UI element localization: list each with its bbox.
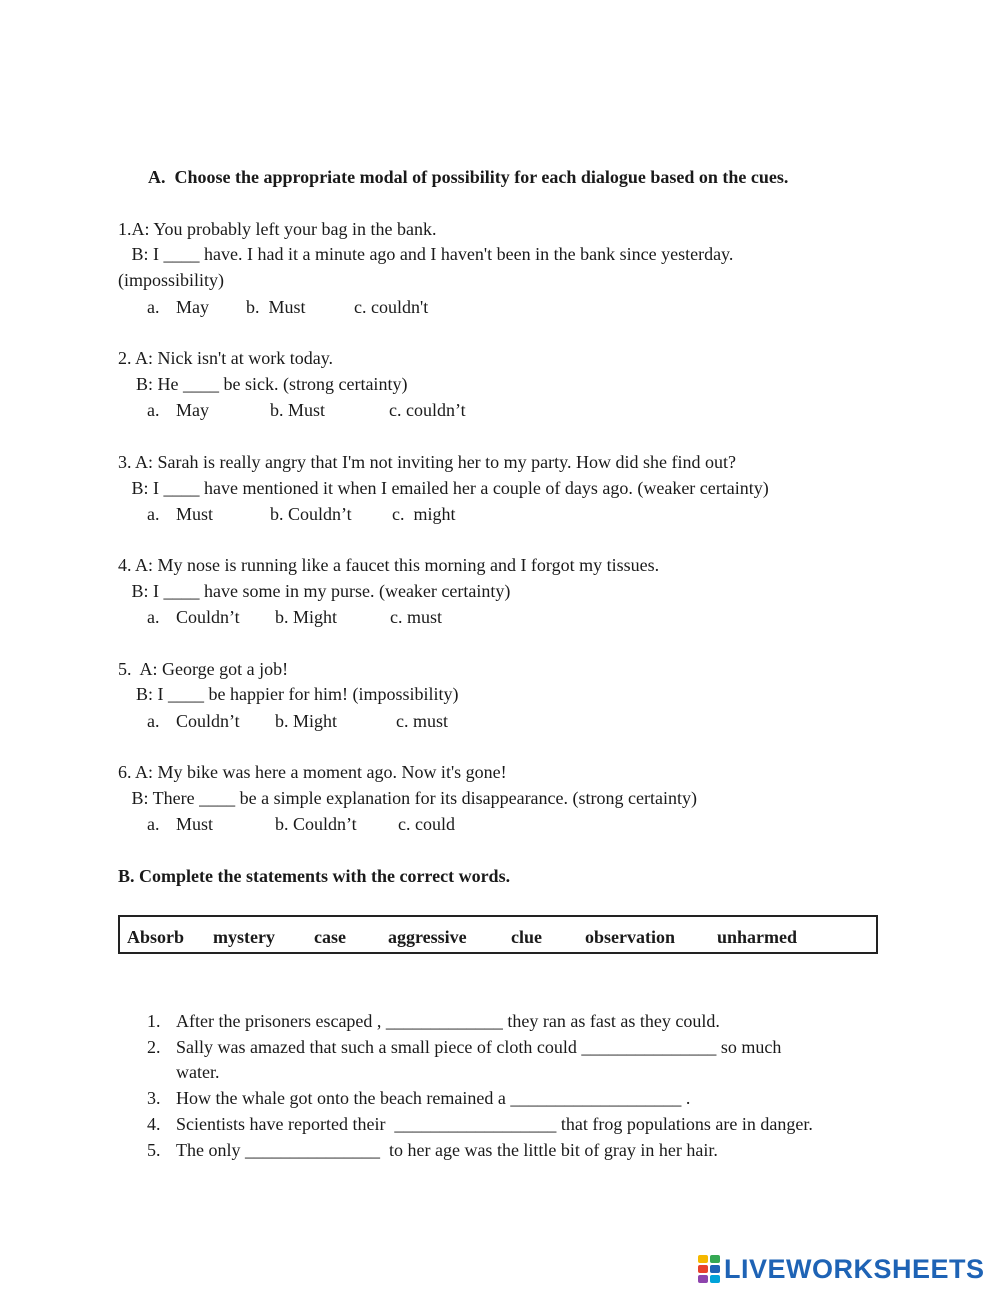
option-letter: a. xyxy=(147,814,160,834)
option-b[interactable]: b. Couldn’t xyxy=(270,504,352,524)
option-c[interactable]: c. couldn’t xyxy=(389,400,466,420)
item-text: How the whale got onto the beach remained a ___________________ . xyxy=(176,1088,691,1108)
question-line: 5. A: George got a job! xyxy=(118,659,289,679)
option-c[interactable]: c. might xyxy=(392,504,456,524)
question-line: B: I ____ have mentioned it when I emailed her a couple of days ago. (weaker certainty) xyxy=(118,478,769,498)
option-letter: a. xyxy=(147,504,160,524)
question-line: 3. A: Sarah is really angry that I'm not inviting her to my party. How did she find out? xyxy=(118,452,736,472)
option-b[interactable]: b. Might xyxy=(275,607,338,627)
item-text: The only _______________ to her age was the little bit of gray in her hair. xyxy=(176,1140,718,1160)
option-a[interactable]: May xyxy=(176,297,209,317)
section-a-heading: A. Choose the appropriate modal of possibility for each dialogue based on the cues. xyxy=(148,167,789,187)
option-a[interactable]: Must xyxy=(176,504,214,524)
option-c[interactable]: c. must xyxy=(390,607,442,627)
word-bank xyxy=(118,915,878,954)
option-letter: a. xyxy=(147,297,160,317)
word-bank-item[interactable]: aggressive xyxy=(388,927,467,947)
option-a[interactable]: Must xyxy=(176,814,214,834)
item-text: Scientists have reported their __________________ that frog populations are in danger. xyxy=(176,1114,813,1134)
item-text: water. xyxy=(176,1062,220,1082)
liveworksheets-logo-icon xyxy=(698,1255,720,1283)
item-number: 2. xyxy=(147,1037,161,1057)
option-c[interactable]: c. couldn't xyxy=(354,297,429,317)
option-a[interactable]: Couldn’t xyxy=(176,711,240,731)
word-bank-item[interactable]: unharmed xyxy=(717,927,798,947)
item-number: 1. xyxy=(147,1011,161,1031)
option-b[interactable]: b. Might xyxy=(275,711,338,731)
word-bank-item[interactable]: mystery xyxy=(213,927,275,947)
question-line: B: There ____ be a simple explanation for its disappearance. (strong certainty) xyxy=(118,788,697,808)
option-letter: a. xyxy=(147,711,160,731)
question-line: B: I ____ have. I had it a minute ago and I haven't been in the bank since yesterday. xyxy=(118,244,734,264)
item-text: Sally was amazed that such a small piece of cloth could _______________ so much xyxy=(176,1037,782,1057)
option-c[interactable]: c. must xyxy=(396,711,448,731)
logo-text: LIVEWORKSHEETS xyxy=(724,1253,985,1284)
word-bank-item[interactable]: clue xyxy=(511,927,542,947)
item-text: After the prisoners escaped , _____________ they ran as fast as they could. xyxy=(176,1011,720,1031)
option-letter: a. xyxy=(147,400,160,420)
option-a[interactable]: Couldn’t xyxy=(176,607,240,627)
question-line: 2. A: Nick isn't at work today. xyxy=(118,348,334,368)
item-number: 4. xyxy=(147,1114,161,1134)
option-b[interactable]: b. Must xyxy=(270,400,326,420)
option-c[interactable]: c. could xyxy=(398,814,455,834)
option-b[interactable]: b. Must xyxy=(246,297,306,317)
question-line: B: I ____ have some in my purse. (weaker certainty) xyxy=(118,581,511,601)
question-line: 4. A: My nose is running like a faucet this morning and I forgot my tissues. xyxy=(118,555,660,575)
option-letter: a. xyxy=(147,607,160,627)
section-b-heading: B. Complete the statements with the correct words. xyxy=(118,866,511,886)
question-line: B: I ____ be happier for him! (impossibility) xyxy=(118,684,459,704)
option-b[interactable]: b. Couldn’t xyxy=(275,814,357,834)
option-a[interactable]: May xyxy=(176,400,209,420)
word-bank-item[interactable]: observation xyxy=(585,927,675,947)
item-number: 3. xyxy=(147,1088,161,1108)
liveworksheets-logo[interactable] xyxy=(698,1253,985,1285)
question-line: (impossibility) xyxy=(118,270,225,290)
item-number: 5. xyxy=(147,1140,161,1160)
question-line: 6. A: My bike was here a moment ago. Now it's gone! xyxy=(118,762,507,782)
word-bank-item[interactable]: Absorb xyxy=(127,927,185,947)
question-line: 1.A: You probably left your bag in the bank. xyxy=(118,219,437,239)
word-bank-item[interactable]: case xyxy=(314,927,346,947)
question-line: B: He ____ be sick. (strong certainty) xyxy=(118,374,408,394)
